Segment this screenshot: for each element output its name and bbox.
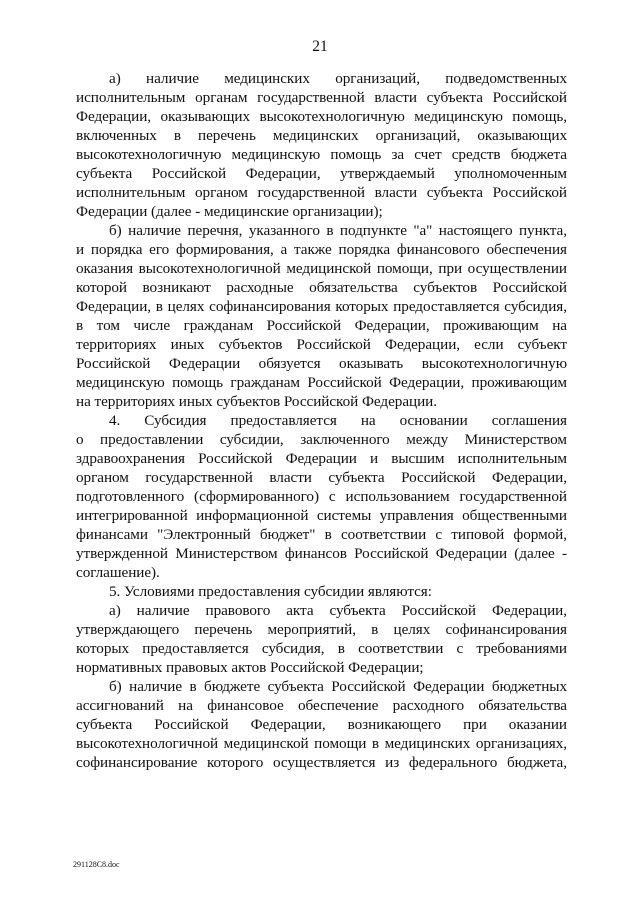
footer-filename: 291128C8.doc (73, 860, 120, 869)
text-line: ассигнований на финансовое обеспечение расходного обязательства (76, 697, 567, 714)
text-line: софинансирование которого осуществляется из федерального бюджета, (76, 754, 567, 771)
document-body (76, 69, 567, 772)
text-line: о предоставлении субсидии, заключенного между Министерством (76, 431, 567, 448)
text-line: 4. Субсидия предоставляется на основании соглашения (109, 412, 567, 429)
text-line: субъекта Российской Федерации, возникающего при оказании (76, 716, 567, 733)
text-line: а) наличие медицинских организаций, подведомственных (109, 70, 567, 87)
text-line: Федерации, в целях софинансирования которых предоставляется субсидия, (76, 298, 567, 315)
text-line: 5. Условиями предоставления субсидии являются: (109, 583, 432, 600)
text-line: органом государственной власти субъекта Российской Федерации, (76, 469, 567, 486)
text-line: подготовленного (сформированного) с использованием государственной (76, 488, 567, 505)
text-line: которых предоставляется субсидия, в соответствии с требованиями (76, 640, 567, 657)
text-line: территориях иных субъектов Российской Федерации, если субъект (76, 336, 567, 353)
text-line: и порядка его формирования, а также порядка финансового обеспечения (76, 241, 567, 258)
text-line: исполнительным органом государственной власти субъекта Российской (76, 184, 567, 201)
text-line: утвержденной Министерством финансов Российской Федерации (далее - (76, 545, 567, 562)
text-line: исполнительным органам государственной власти субъекта Российской (76, 89, 567, 106)
text-line: здравоохранения Российской Федерации и высшим исполнительным (76, 450, 567, 467)
text-line: Федерации (далее - медицинские организации); (76, 203, 383, 220)
text-line: на территориях иных субъектов Российской Федерации. (76, 393, 438, 410)
text-line: оказания высокотехнологичной медицинской помощи, при осуществлении (76, 260, 567, 277)
text-line: соглашение). (76, 564, 160, 581)
text-line: б) наличие в бюджете субъекта Российской Федерации бюджетных (109, 678, 567, 695)
text-line: включенных в перечень медицинских организаций, оказывающих (76, 127, 567, 144)
text-line: Федерации, оказывающих высокотехнологичную медицинскую помощь, (76, 108, 567, 125)
text-line: Российской Федерации обязуется оказывать высокотехнологичную (76, 355, 567, 372)
text-line: б) наличие перечня, указанного в подпункте "а" настоящего пункта, (109, 222, 567, 239)
text-line: которой возникают расходные обязательства субъектов Российской (76, 279, 567, 296)
text-line: медицинскую помощь гражданам Российской Федерации, проживающим (76, 374, 567, 391)
text-line: финансами "Электронный бюджет" в соответствии с типовой формой, (76, 526, 567, 543)
text-line: высокотехнологичной медицинской помощи в медицинских организациях, (76, 735, 567, 752)
page-number: 21 (312, 38, 328, 55)
text-line: субъекта Российской Федерации, утверждаемый уполномоченным (76, 165, 567, 182)
text-line: а) наличие правового акта субъекта Российской Федерации, (109, 602, 567, 619)
text-line: нормативных правовых актов Российской Федерации; (76, 659, 424, 676)
text-line: интегрированной информационной системы управления общественными (76, 507, 567, 524)
text-line: утверждающего перечень мероприятий, в целях софинансирования (76, 621, 567, 638)
text-line: высокотехнологичную медицинскую помощь за счет средств бюджета (76, 146, 567, 163)
text-line: в том числе гражданам Российской Федерации, проживающим на (76, 317, 567, 334)
